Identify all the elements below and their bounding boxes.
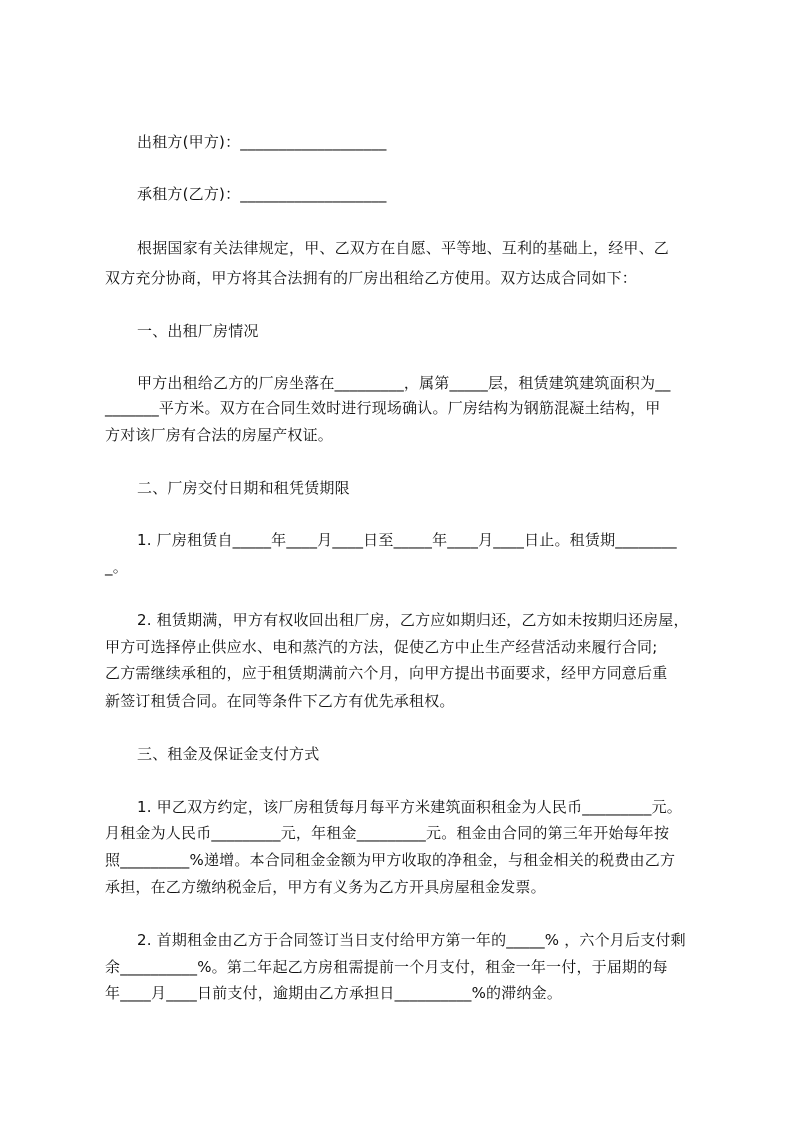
section1-paragraph-line-1: 甲方出租给乙方的厂房坐落在_________，属第_____层，租赁建筑建筑面积为__ [137, 374, 671, 392]
section3-item1-line-1: 1. 甲乙双方约定，该厂房租赁每月每平方米建筑面积租金为人民币_________元。 [137, 798, 682, 816]
section3-heading: 三、租金及保证金支付方式 [137, 745, 320, 763]
section2-item2-line-2: 甲方可选择停止供应水、电和蒸汽的方法，促使乙方中止生产经营活动来履行合同; [105, 638, 658, 656]
section1-paragraph-line-3: 方对该厂房有合法的房屋产权证。 [105, 426, 334, 444]
section1-heading: 一、出租厂房情况 [137, 322, 259, 340]
preamble-line-2: 双方充分协商，甲方将其合法拥有的厂房出租给乙方使用。双方达成合同如下： [105, 269, 638, 287]
section2-item1-line-1: 1. 厂房租赁自_____年____月____日至_____年____月____日止。租赁期________ [137, 531, 677, 549]
section2-item2-line-1: 2. 租赁期满，甲方有权收回出租厂房，乙方应如期归还，乙方如未按期归还房屋， [137, 611, 689, 629]
section3-item1-line-2: 月租金为人民币_________元，年租金_________元。租金由合同的第三年开始每年按 [105, 824, 670, 842]
party-b-line: 承租方(乙方)：___________________ [137, 185, 387, 203]
section3-item2-line-3: 年____月____日前支付，逾期由乙方承担日__________%的滞纳金。 [105, 984, 563, 1002]
section3-item2-line-1: 2. 首期租金由乙方于合同签订当日支付给甲方第一年的_____% ，六个月后支付剩 [137, 931, 686, 949]
preamble-line-1: 根据国家有关法律规定，甲、乙双方在自愿、平等地、互利的基础上，经甲、乙 [137, 239, 670, 257]
section1-paragraph-line-2: _______平方米。双方在合同生效时进行现场确认。厂房结构为钢筋混凝土结构，甲 [105, 399, 661, 417]
section3-item1-line-4: 承担，在乙方缴纳税金后，甲方有义务为乙方开具房屋租金发票。 [105, 878, 546, 896]
section2-heading: 二、厂房交付日期和租凭赁期限 [137, 479, 350, 497]
section3-item2-line-2: 余__________%。第二年起乙方房租需提前一个月支付，租金一年一付，于届期的每 [105, 958, 668, 976]
section2-item1-line-2: _。 [105, 558, 128, 576]
section3-item1-line-3: 照_________%递增。本合同租金金额为甲方收取的净租金，与租金相关的税费由乙方 [105, 851, 676, 869]
section2-item2-line-3: 乙方需继续承租的，应于租赁期满前六个月，向甲方提出书面要求，经甲方同意后重 [105, 664, 668, 682]
party-a-line: 出租方(甲方)：___________________ [137, 133, 387, 151]
section2-item2-line-4: 新签订租赁合同。在同等条件下乙方有优先承租权。 [105, 692, 455, 710]
